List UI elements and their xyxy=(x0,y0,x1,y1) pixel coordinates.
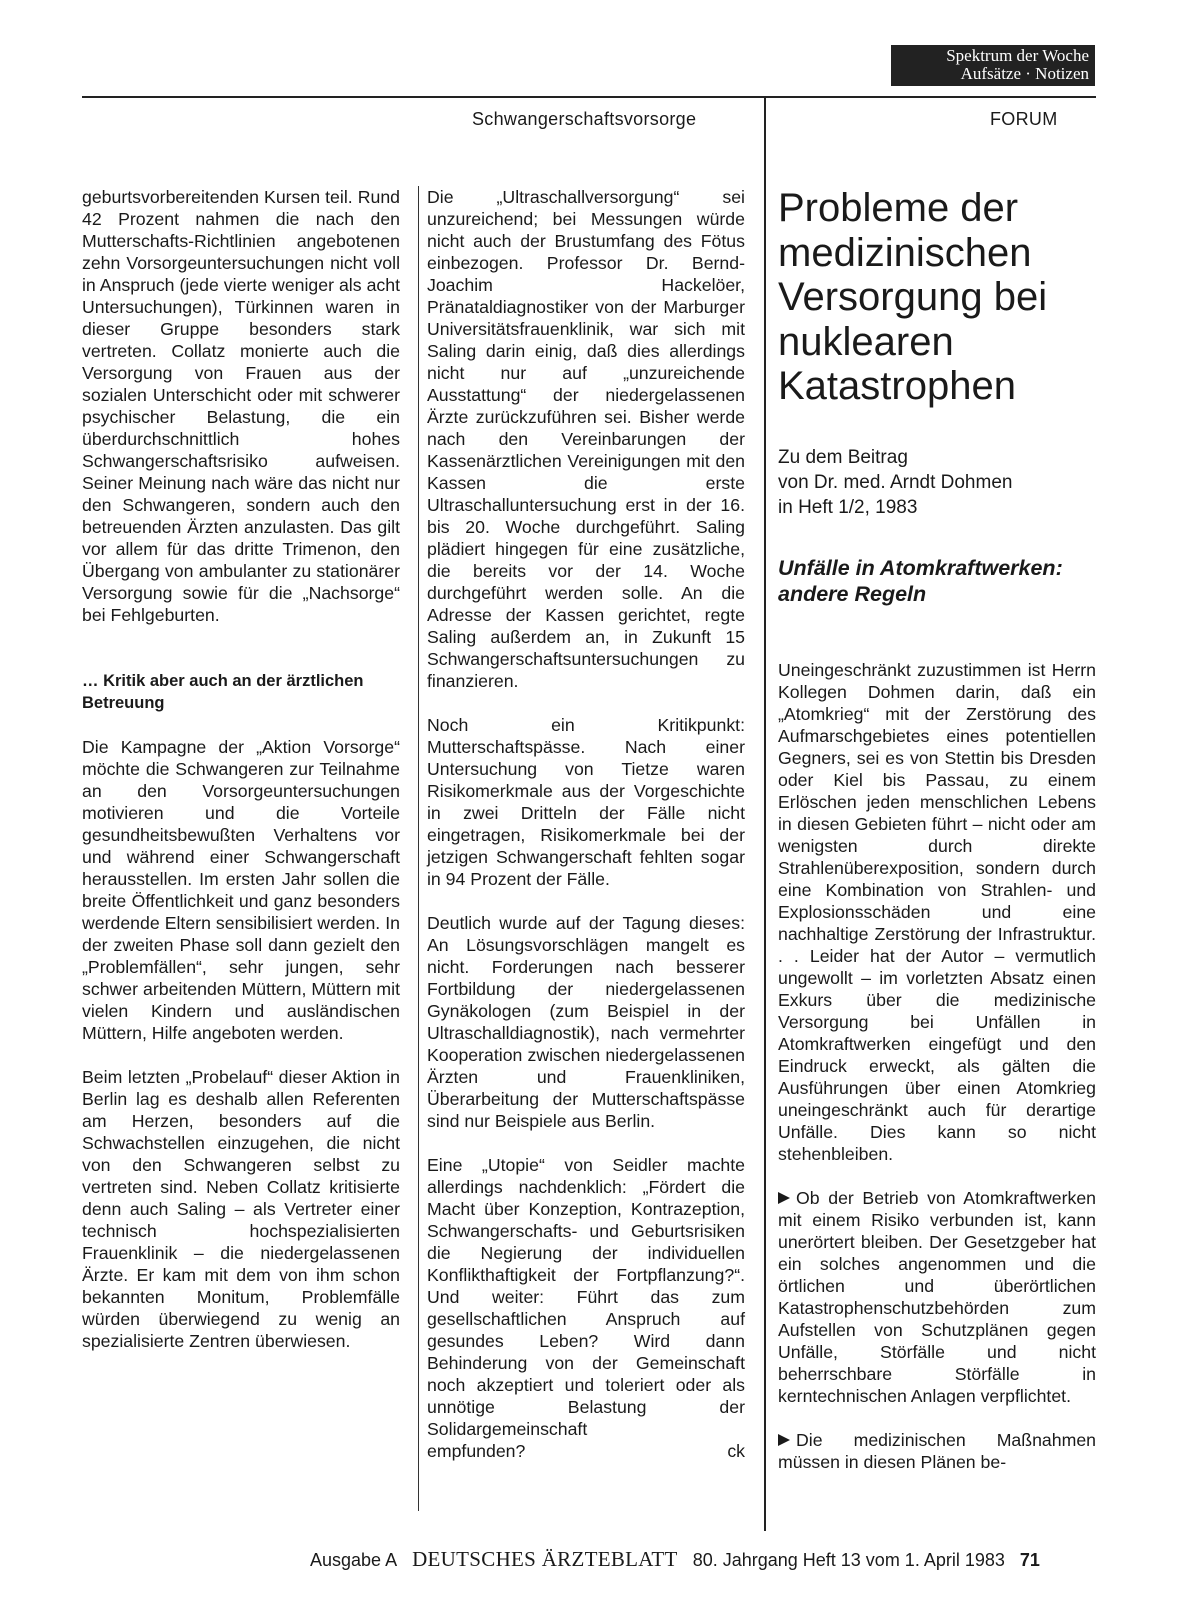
paragraph: Die Kampagne der „Aktion Vorsorge“ möchte die Schwangeren zur Teilnahme an den Vorsorgeuntersuchungen motivieren und die Vorteile gesundheitsbewußten Verhaltens vor und während einer Schwangerschaft herausstellen. Im ersten Jahr sollen die breite Öffentlichkeit und ganz besonders werdende Eltern sensibilisiert werden. In der zweiten Phase soll dann gezielt den „Problemfällen“, sehr jungen, sehr schwer arbeitenden Müttern, Müttern mit vielen Kindern und ausländischen Müttern, Hilfe angeboten werden. xyxy=(82,737,400,1043)
paragraph-text: Ob der Betrieb von Atomkraftwerken mit einem Risiko verbunden ist, kann unerörtert bleiben. Der Gesetzgeber hat ein solches angenommen und die örtlichen und überörtlichen Katastrophenschutzbehörden zum Aufstellen von Schutzplänen gegen Unfälle, Störfälle und nicht beherrschbare Störfälle in kerntechnischen Anlagen verpflichtet. xyxy=(778,1188,1096,1406)
header-rule xyxy=(82,96,1096,98)
bullet-paragraph xyxy=(778,1429,1096,1473)
page-number: 71 xyxy=(1019,1550,1040,1570)
running-title: Schwangerschaftsvorsorge xyxy=(472,109,697,129)
paragraph: Die „Ultraschallversorgung“ sei unzureichend; bei Messungen würde nicht auch der Brustumfang des Fötus einbezogen. Professor Dr. Bernd-Joachim Hackelöer, Pränataldiagnostiker von der Marburger Universitätsfrauenklinik, war sich mit Saling darin einig, daß dies allerdings nicht nur auf „unzureichende Ausstattung“ der niedergelassenen Ärzte zurückzuführen sei. Bisher werde nach den Vereinbarungen der Kassenärztlichen Vereinigungen mit den Kassen die erste Ultraschalluntersuchung erst in der 16. bis 20. Woche durchgeführt. Saling plädiert hingegen für eine zusätzliche, die bereits vor der 14. Woche durchgeführt werden solle. An die Adresse der Kassen gerichtet, regte Saling außerdem an, in Zukunft 15 Schwangerschaftsuntersuchungen zu finanzieren. xyxy=(427,187,745,691)
paragraph: Deutlich wurde auf der Tagung dieses: An Lösungsvorschlägen mangelt es nicht. Forderungen nach besserer Fortbildung der niedergelassenen Gynäkologen (zum Beispiel in der Ultraschalldiagnostik), nach vermehrter Kooperation zwischen niedergelassenen Ärzten und Frauenkliniken, Überarbeitung der Mutterschaftspässe sind nur Beispiele aus Berlin. xyxy=(427,913,745,1131)
paragraph: Uneingeschränkt zuzustimmen ist Herrn Kollegen Dohmen darin, daß ein „Atomkrieg“ mit der Zerstörung des Aufmarschgebietes eines potentiellen Gegners, sei es von Stettin bis Dresden oder Kiel bis Passau, zu einem Erlöschen jeden menschlichen Lebens in diesen Gebieten führt – nicht oder am wenigsten durch direkte Strahlenüberexposition, sondern durch eine Kombination von Strahlen- und Explosionsschäden und eine nachhaltige Zerstörung der Infrastruktur. . . Leider hat der Autor – vermutlich ungewollt – im vorletzten Absatz einen Exkurs über die medizinische Versorgung bei Unfällen in Atomkraftwerken eingefügt und den Eindruck erweckt, als gälten die Ausführungen über einen Atomkrieg uneingeschränkt auch für derartige Unfälle. Dies kann so nicht stehenbleiben. xyxy=(778,660,1096,1164)
page-footer xyxy=(310,1547,1096,1572)
article-title: Probleme der medizinischen Versorgung bei nuklearen Katastrophen xyxy=(778,186,1048,408)
column-divider-main xyxy=(764,96,766,1531)
paragraph: Noch ein Kritikpunkt: Mutterschaftspässe. Nach einer Untersuchung von Tietze waren Risikomerkmale aus der Vorgeschichte in zwei Dritteln der Fälle nicht eingetragen, Risikomerkmale bei der jetzigen Schwangerschaft fehlten sogar in 94 Prozent der Fälle. xyxy=(427,715,745,889)
edition-label: Ausgabe A xyxy=(310,1550,398,1570)
forum-article-body xyxy=(778,659,1096,1473)
section-subhead: … Kritik aber auch an der ärztlichen Betreuung xyxy=(82,672,364,712)
article-column-2 xyxy=(427,186,745,1462)
section-label-line1: Spektrum der Woche xyxy=(946,46,1089,65)
paragraph: geburtsvorbereitenden Kursen teil. Rund 42 Prozent nahmen die nach den Mutterschafts-Richtlinien angebotenen zehn Vorsorgeuntersuchungen nicht voll in Anspruch (jede vierte weniger als acht Untersuchungen), Türkinnen waren in dieser Gruppe besonders stark vertreten. Collatz monierte auch die Versorgung von Frauen aus der sozialen Unterschicht oder mit schwerer psychischer Belastung, die ein überdurchschnittlich hohes Schwangerschaftsrisiko aufweisen. Seiner Meinung nach wäre das nicht nur den Schwangeren, sondern auch den betreuenden Ärzten anzulasten. Das gilt vor allem für das dritte Trimenon, den Übergang von ambulanter zu stationärer Versorgung sowie für die „Nachsorge“ bei Fehlgeburten. xyxy=(82,187,400,625)
paragraph: Beim letzten „Probelauf“ dieser Aktion in Berlin lag es deshalb allen Referenten am Herzen, besonders auf die Schwachstellen einzugehen, die nicht von den Schwangeren selbst zu vertreten sind. Neben Collatz kritisierte denn auch Saling – als Vertreter einer technisch hochspezialisierten Frauenklinik – die niedergelassenen Ärzte. Er kam mit dem von ihm schon bekannten Monitum, Problemfälle würden überwiegend zu wenig an spezialisierte Zentren überwiesen. xyxy=(82,1067,400,1351)
section-label-line2: Aufsätze · Notizen xyxy=(960,64,1089,83)
paragraph-last-line: empfunden? xyxy=(427,1441,526,1461)
article-column-1 xyxy=(82,186,400,1352)
byline-line: in Heft 1/2, 1983 xyxy=(778,497,918,518)
bullet-paragraph xyxy=(778,1187,1096,1407)
article-subhead: Unfälle in Atomkraftwerken: andere Regeln xyxy=(778,556,1063,606)
triangle-bullet-icon xyxy=(778,1434,790,1446)
byline-line: Zu dem Beitrag xyxy=(778,447,908,468)
section-badge xyxy=(891,45,1095,86)
triangle-bullet-icon xyxy=(778,1192,790,1204)
paragraph-end xyxy=(427,1440,745,1462)
column-divider xyxy=(418,186,419,1511)
journal-name: DEUTSCHES ÄRZTEBLATT xyxy=(412,1547,678,1571)
forum-label: FORUM xyxy=(990,109,1058,129)
byline-line: von Dr. med. Arndt Dohmen xyxy=(778,472,1013,493)
paragraph-text: Die medizinischen Maßnahmen müssen in diesen Plänen be- xyxy=(778,1430,1096,1472)
paragraph: Eine „Utopie“ von Seidler machte allerdings nachdenklich: „Fördert die Macht über Konzeption, Kontrazeption, Schwangerschafts- und Geburtsrisiken die Negierung der individuellen Konflikthaftigkeit der Fortpflanzung?“. Und weiter: Führt das zum gesellschaftlichen Anspruch auf gesundes Leben? Wird dann Behinderung von der Gemeinschaft noch akzeptiert und toleriert oder als unnötige Belastung der Solidargemeinschaft xyxy=(427,1155,745,1439)
issue-info: 80. Jahrgang Heft 13 vom 1. April 1983 xyxy=(692,1550,1005,1570)
author-signoff: ck xyxy=(727,1441,745,1461)
byline xyxy=(778,445,1096,520)
